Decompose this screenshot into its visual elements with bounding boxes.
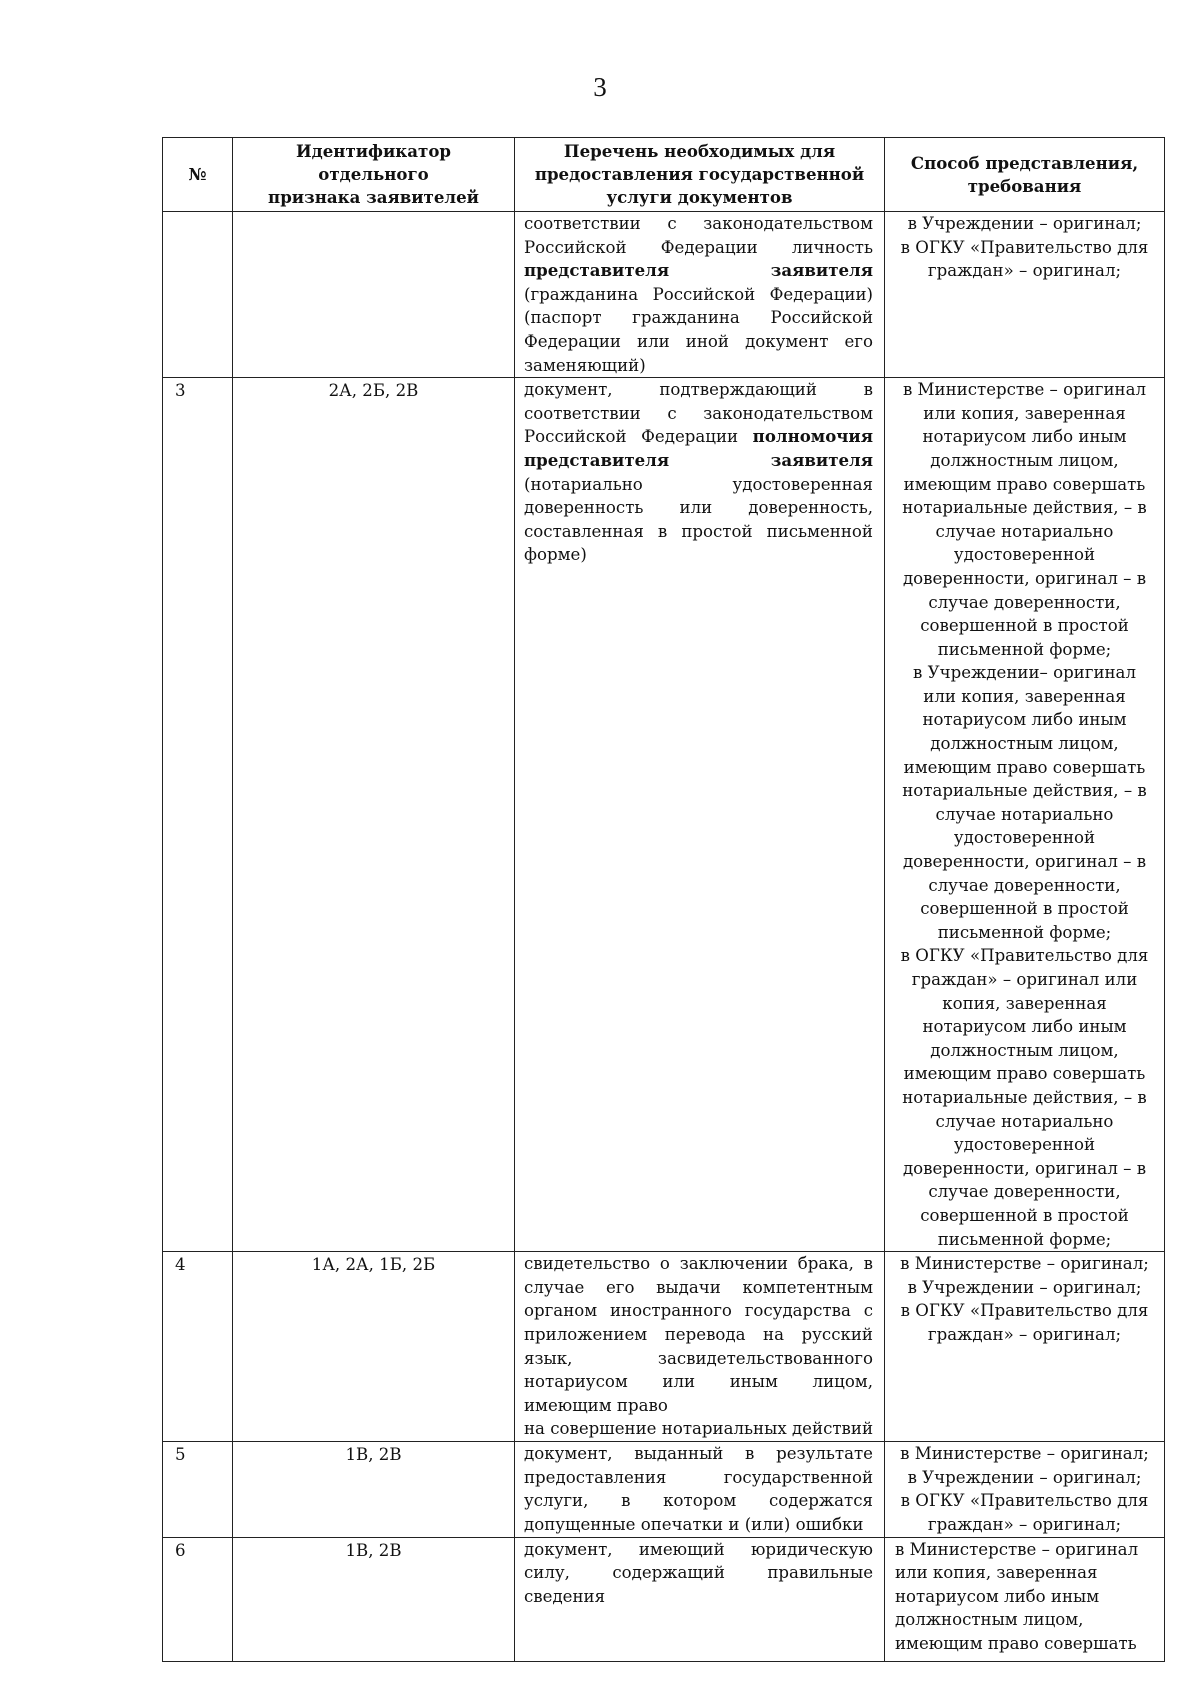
method-line: или копия, заверенная [895,1563,1098,1583]
header-documents: Перечень необходимых для предоставления государственной услуги документов [515,138,885,212]
document-line: приложением перевода на русский [524,1324,873,1344]
method-line: совершенной в простой [920,899,1129,919]
method-line: удостоверенной [953,828,1096,848]
method-line: имеющим право совершать [895,1633,1137,1653]
method-line: должностным лицом, [930,450,1119,470]
document-line: Федерации или иной документ его [524,331,873,351]
document-line: услуги, в котором содержатся [524,1491,873,1511]
submission-method [885,1537,1165,1661]
method-line: граждан» – оригинал; [927,1324,1122,1344]
method-line: имеющим право совершать [903,474,1146,494]
method-line: имеющим право совершать [903,757,1146,777]
document-line: доверенность или доверенность, [524,498,874,518]
method-line: должностным лицом, [895,1610,1084,1630]
header-identifier: Идентификатор отдельного признака заявителей [233,138,515,212]
page-number: 3 [593,72,607,102]
document-line: допущенные опечатки и (или) ошибки [524,1514,864,1534]
method-line: совершенной в простой [920,616,1129,636]
method-line: письменной форме; [937,1229,1112,1249]
document-line: соответствии с законодательством [524,214,874,233]
method-line: граждан» – оригинал; [927,261,1122,281]
row-number: 5 [163,1442,233,1537]
table-row [163,212,1165,378]
method-line: граждан» – оригинал или [911,970,1138,989]
method-line: нотариальные действия, – в [902,498,1147,518]
method-line: или копия, заверенная [923,686,1126,706]
method-line: случае доверенности, [928,875,1121,895]
row-number: 6 [163,1537,233,1661]
method-line: в Учреждении – оригинал; [907,1277,1142,1297]
method-line: в Министерстве – оригинал; [900,1254,1149,1274]
document-line: документ, выданный в результате [524,1444,873,1464]
method-line: в Министерстве – оригинал [902,380,1147,400]
method-line: имеющим право совершать [903,1064,1146,1084]
table-row [163,1252,1165,1442]
method-line: нотариусом либо иным [922,710,1127,730]
method-line: в ОГКУ «Правительство для [900,946,1149,966]
document-line: документ, подтверждающий в [524,380,874,400]
table-row [163,378,1165,1252]
method-line: случае нотариально [935,804,1114,824]
document-line: язык, засвидетельствованного [524,1348,873,1368]
method-line: в Учреждении– оригинал [913,663,1136,683]
method-line: случае нотариально [935,521,1114,541]
method-line: нотариусом либо иным [922,1017,1127,1037]
row-number: 3 [163,378,233,1252]
method-line: в ОГКУ «Правительство для [900,1301,1149,1321]
document-line: заменяющий) [524,355,646,375]
row-number [163,212,233,378]
applicant-identifier: 2А, 2Б, 2В [233,378,515,1252]
method-line: нотариальные действия, – в [902,781,1147,801]
submission-method [885,378,1165,1252]
method-line: нотариусом либо иным [922,427,1127,447]
document-line: (нотариально удостоверенная [524,474,873,494]
method-line: нотариальные действия, – в [902,1087,1147,1107]
submission-method [885,1442,1165,1537]
document-line: (гражданина Российской Федерации) [524,284,874,304]
header-method: Способ представления, требования [885,138,1165,212]
method-line: случае доверенности, [928,592,1121,612]
method-line: в Министерстве – оригинал; [900,1444,1149,1464]
table-header-row [163,138,1165,212]
document-line: случае его выдачи компетентным [524,1277,873,1297]
method-line: совершенной в простой [920,1205,1129,1225]
method-line: в ОГКУ «Правительство для [900,1491,1149,1511]
document-line: документ, имеющий юридическую [524,1539,874,1559]
method-line: копия, заверенная [942,993,1107,1013]
document-line: форме) [524,545,587,565]
document-line: силу, содержащий правильные [524,1563,874,1583]
document-line: органом иностранного государства с [524,1301,873,1321]
method-line: или копия, заверенная [923,403,1126,423]
document-line: сведения [524,1586,606,1606]
method-line: должностным лицом, [930,734,1119,754]
required-documents [515,1537,885,1661]
method-line: в Министерстве – оригинал [895,1539,1139,1559]
required-documents [515,212,885,378]
method-line: должностным лицом, [930,1040,1119,1060]
method-line: нотариусом либо иным [895,1586,1100,1606]
method-line: в Учреждении – оригинал; [907,214,1142,233]
table-row [163,1442,1165,1537]
document-line: на совершение нотариальных действий [524,1419,874,1439]
document-line: свидетельство о заключении брака, в [524,1254,873,1274]
document-line: соответствии с законодательством [524,403,874,423]
required-documents [515,378,885,1252]
document-line: составленная в простой письменной [524,521,873,541]
document-line: имеющим право [524,1395,668,1415]
document-line: Российской Федерации личность [524,237,873,257]
method-line: случае доверенности, [928,1182,1121,1202]
method-line: доверенности, оригинал – в [902,852,1147,872]
applicant-identifier [233,212,515,378]
applicant-identifier: 1В, 2В [233,1442,515,1537]
row-number: 4 [163,1252,233,1442]
method-line: в Учреждении – оригинал; [907,1467,1142,1487]
required-documents [515,1442,885,1537]
method-line: письменной форме; [937,922,1112,942]
document-line: нотариусом или иным лицом, [524,1372,873,1392]
document-line: Российской Федерации полномочия [524,426,873,447]
document-line: (паспорт гражданина Российской [524,308,874,328]
method-line: письменной форме; [937,639,1112,659]
applicant-identifier: 1А, 2А, 1Б, 2Б [233,1252,515,1442]
method-line: граждан» – оригинал; [927,1514,1122,1534]
document-line: представителя заявителя [524,260,873,281]
method-line: в ОГКУ «Правительство для [900,237,1149,257]
method-line: удостоверенной [953,545,1096,565]
document-line: представителя заявителя [524,449,873,470]
submission-method [885,212,1165,378]
required-documents [515,1252,885,1442]
table-row [163,1537,1165,1661]
header-num: № [163,138,233,212]
submission-method [885,1252,1165,1442]
documents-table [162,137,1165,1662]
method-line: доверенности, оригинал – в [902,568,1147,588]
method-line: случае нотариально [935,1111,1114,1131]
method-line: доверенности, оригинал – в [902,1158,1147,1178]
method-line: удостоверенной [953,1135,1096,1155]
applicant-identifier: 1В, 2В [233,1537,515,1661]
document-line: предоставления государственной [524,1467,873,1487]
